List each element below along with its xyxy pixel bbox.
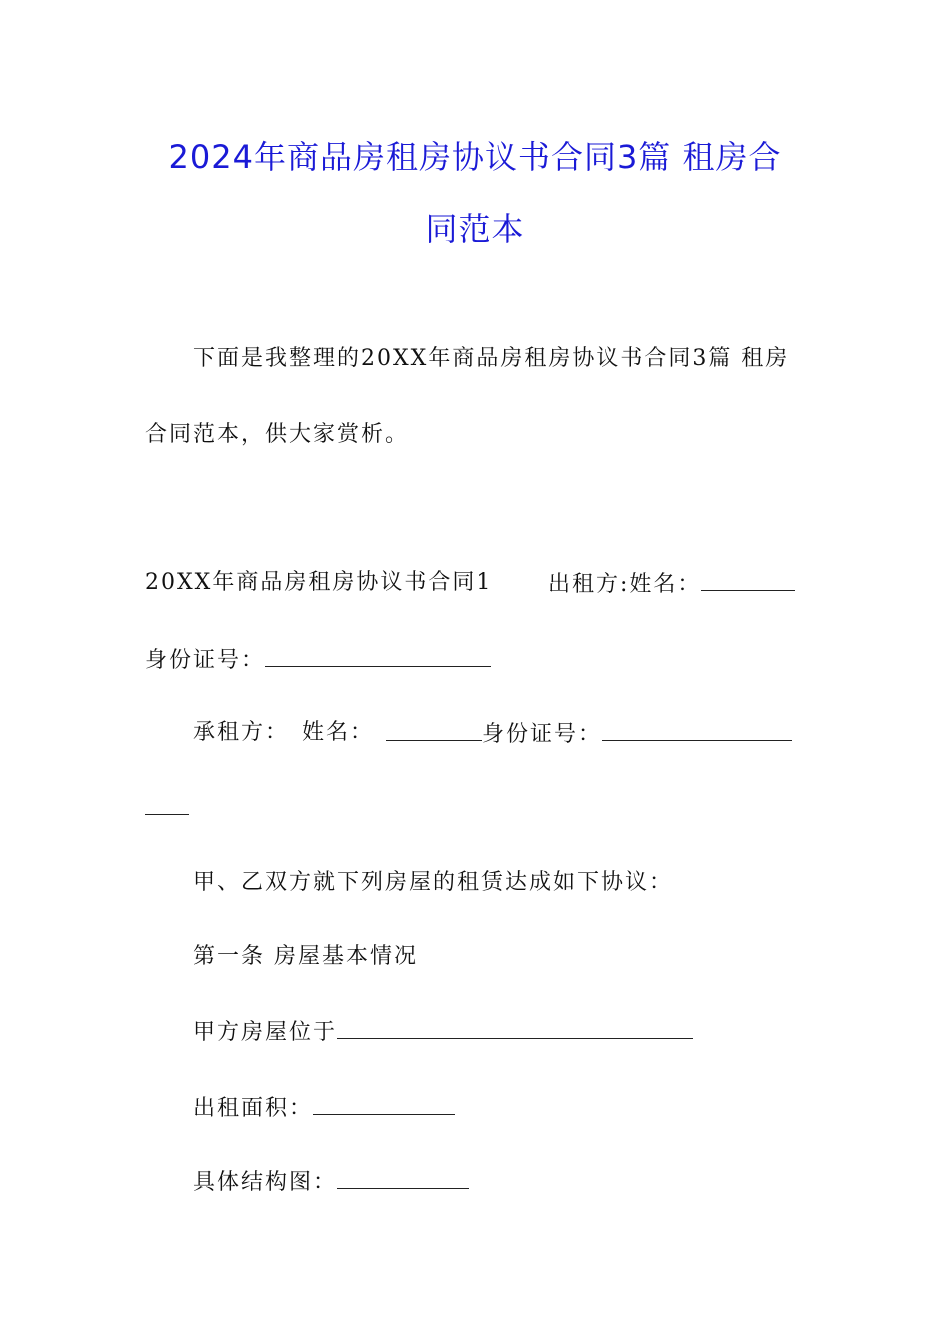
lessee-id-blank-continued xyxy=(145,792,189,815)
area-blank xyxy=(313,1092,455,1115)
contract-1-heading-row xyxy=(145,568,492,598)
document-title-line-1: 2024年商品房租房协议书合同3篇 租房合 xyxy=(168,138,782,176)
structure-label: 具体结构图： xyxy=(193,1170,338,1195)
lessor-name-blank xyxy=(701,568,795,591)
structure-blank xyxy=(337,1166,469,1189)
lessee-name-row xyxy=(302,718,374,748)
agreement-text: 甲、乙双方就下列房屋的租赁达成如下协议： xyxy=(193,870,674,895)
intro-line-2: 合同范本，供大家赏析。 xyxy=(145,422,410,447)
article-1-heading: 第一条 房屋基本情况 xyxy=(193,944,418,969)
area-label: 出租面积： xyxy=(193,1096,314,1121)
lessee-id-label: 身份证号： xyxy=(482,722,603,747)
lessee-label: 承租方： xyxy=(193,720,290,745)
lessor-id-row xyxy=(145,644,491,676)
lessee-label-row xyxy=(193,718,289,748)
lessor-name-label: 出租方:姓名： xyxy=(548,572,702,597)
intro-line-1: 下面是我整理的20XX年商品房租房协议书合同3篇 租房 xyxy=(193,346,790,371)
lessee-id-blank xyxy=(602,718,792,741)
location-label: 甲方房屋位于 xyxy=(193,1020,338,1045)
lessee-name-label: 姓名： xyxy=(302,720,375,745)
lessor-id-label: 身份证号： xyxy=(145,648,266,673)
lessee-id-continuation xyxy=(145,792,189,824)
location-row xyxy=(193,1016,693,1048)
location-blank xyxy=(337,1016,693,1039)
area-row xyxy=(193,1092,455,1124)
lessee-name-blank xyxy=(386,718,482,741)
lessor-id-blank xyxy=(265,644,491,667)
structure-row xyxy=(193,1166,469,1198)
lessee-id-row xyxy=(386,718,792,750)
document-title-line-2: 同范本 xyxy=(425,210,525,248)
lessor-name-row xyxy=(548,568,795,600)
contract-1-heading: 20XX年商品房租房协议书合同1 xyxy=(145,570,493,595)
